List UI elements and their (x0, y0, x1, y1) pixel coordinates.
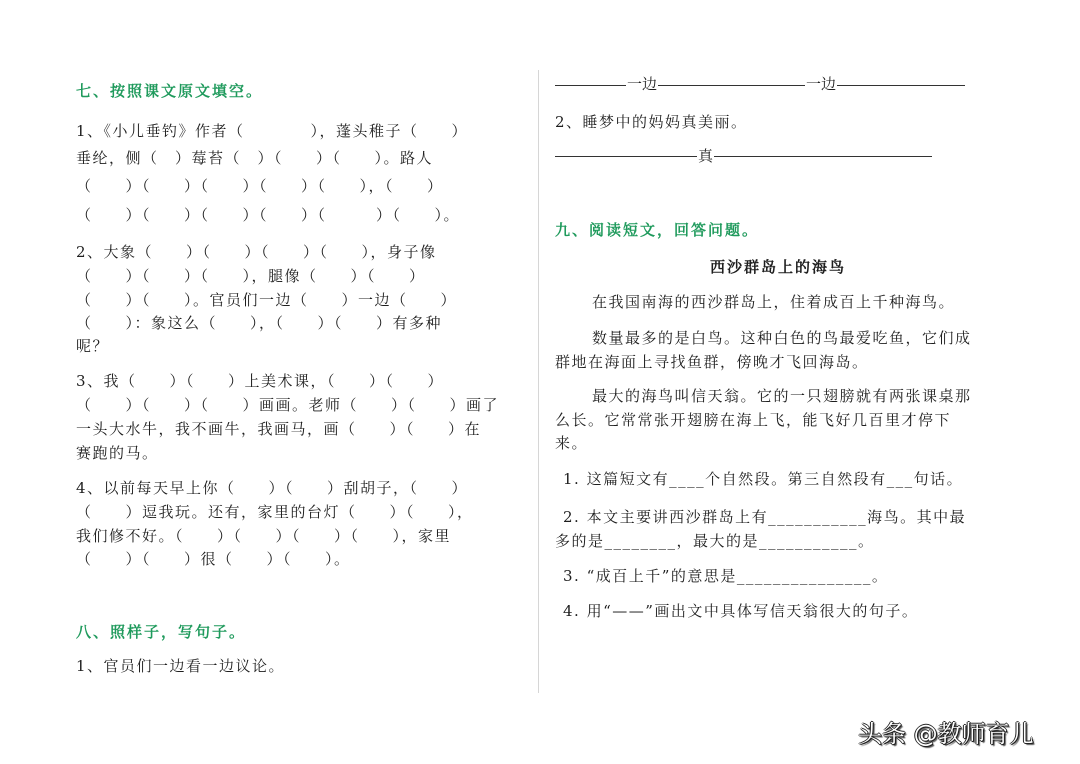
question-line: （ ）（ ）。官员们一边（ ）一边（ ） (76, 291, 458, 309)
question-line: 1、《小儿垂钓》作者（ ），蓬头稚子（ ） (76, 122, 469, 140)
passage-line: 数量最多的是白鸟。这种白色的鸟最爱吃鱼，它们成 (592, 329, 972, 347)
question-line: 我们修不好。（ ）（ ）（ ）（ ），家里 (76, 527, 452, 545)
question-line: （ ）（ ）（ ）（ ）（ ）（ ）。 (76, 206, 461, 224)
reading-question-3: 3. “成百上千”的意思是_______________。 (563, 567, 889, 585)
passage-line: 么长。它常常张开翅膀在海上飞，能飞好几百里才停下 (555, 411, 952, 429)
question-line: 垂纶，侧（ ）莓苔（ ）（ ）（ ）。路人 (76, 149, 434, 167)
reading-question-2-cont: 多的是________，最大的是___________。 (555, 532, 875, 550)
passage-line: 在我国南海的西沙群岛上，住着成百上千种海鸟。 (592, 293, 956, 311)
reading-question-1: 1. 这篇短文有____个自然段。第三自然段有___句话。 (563, 470, 964, 488)
question-line: （ ）（ ）（ ），腿像（ ）（ ） (76, 267, 426, 285)
question-line: 4、以前每天早上你（ ）（ ）刮胡子，（ ） (76, 479, 469, 497)
question-8-1-text: 1、官员们一边看一边议论。 (76, 657, 286, 675)
question-line: （ ）（ ）很（ ）（ ）。 (76, 550, 351, 568)
question-line: 2、大象（ ）（ ）（ ）（ ），身子像 (76, 243, 437, 261)
question-line: 呢？ (76, 337, 110, 355)
question-line: （ ）（ ）（ ）（ ）（ ），（ ） (76, 177, 444, 195)
section-nine-title: 九、阅读短文，回答问题。 (555, 221, 760, 239)
blank-rule (555, 156, 932, 157)
blank-word: 一边 (627, 75, 658, 93)
section-seven-title: 七、按照课文原文填空。 (76, 82, 264, 100)
question-line: （ ）：象这么（ ），（ ）（ ）有多种 (76, 314, 443, 332)
question-8-2-text: 2、睡梦中的妈妈真美丽。 (555, 113, 748, 131)
question-line: 3、我（ ）（ ）上美术课，（ ）（ ） (76, 372, 445, 390)
question-line: （ ）（ ）（ ）画画。老师（ ）（ ）画了 (76, 396, 500, 414)
question-line: （ ）逗我玩。还有，家里的台灯（ ）（ ）， (76, 503, 474, 521)
reading-question-2: 2. 本文主要讲西沙群岛上有___________海鸟。其中最 (563, 508, 967, 526)
passage-line: 来。 (555, 434, 589, 452)
question-line: 一头大水牛，我不画牛，我画马，画（ ）（ ）在 (76, 420, 482, 438)
reading-question-4: 4. 用“——”画出文中具体写信天翁很大的句子。 (563, 602, 919, 620)
question-line: 赛跑的马。 (76, 444, 159, 462)
section-eight-title: 八、照样子，写句子。 (76, 623, 247, 641)
blank-word: 真 (698, 147, 714, 165)
passage-line: 群地在海面上寻找鱼群，傍晚才飞回海岛。 (555, 353, 869, 371)
blank-rule (555, 85, 965, 86)
passage-line: 最大的海鸟叫信天翁。它的一只翅膀就有两张课桌那 (592, 387, 972, 405)
column-divider (538, 70, 539, 693)
watermark: 头条 @教师育儿 (858, 720, 1034, 748)
passage-title: 西沙群岛上的海鸟 (710, 258, 847, 276)
blank-word: 一边 (806, 75, 837, 93)
